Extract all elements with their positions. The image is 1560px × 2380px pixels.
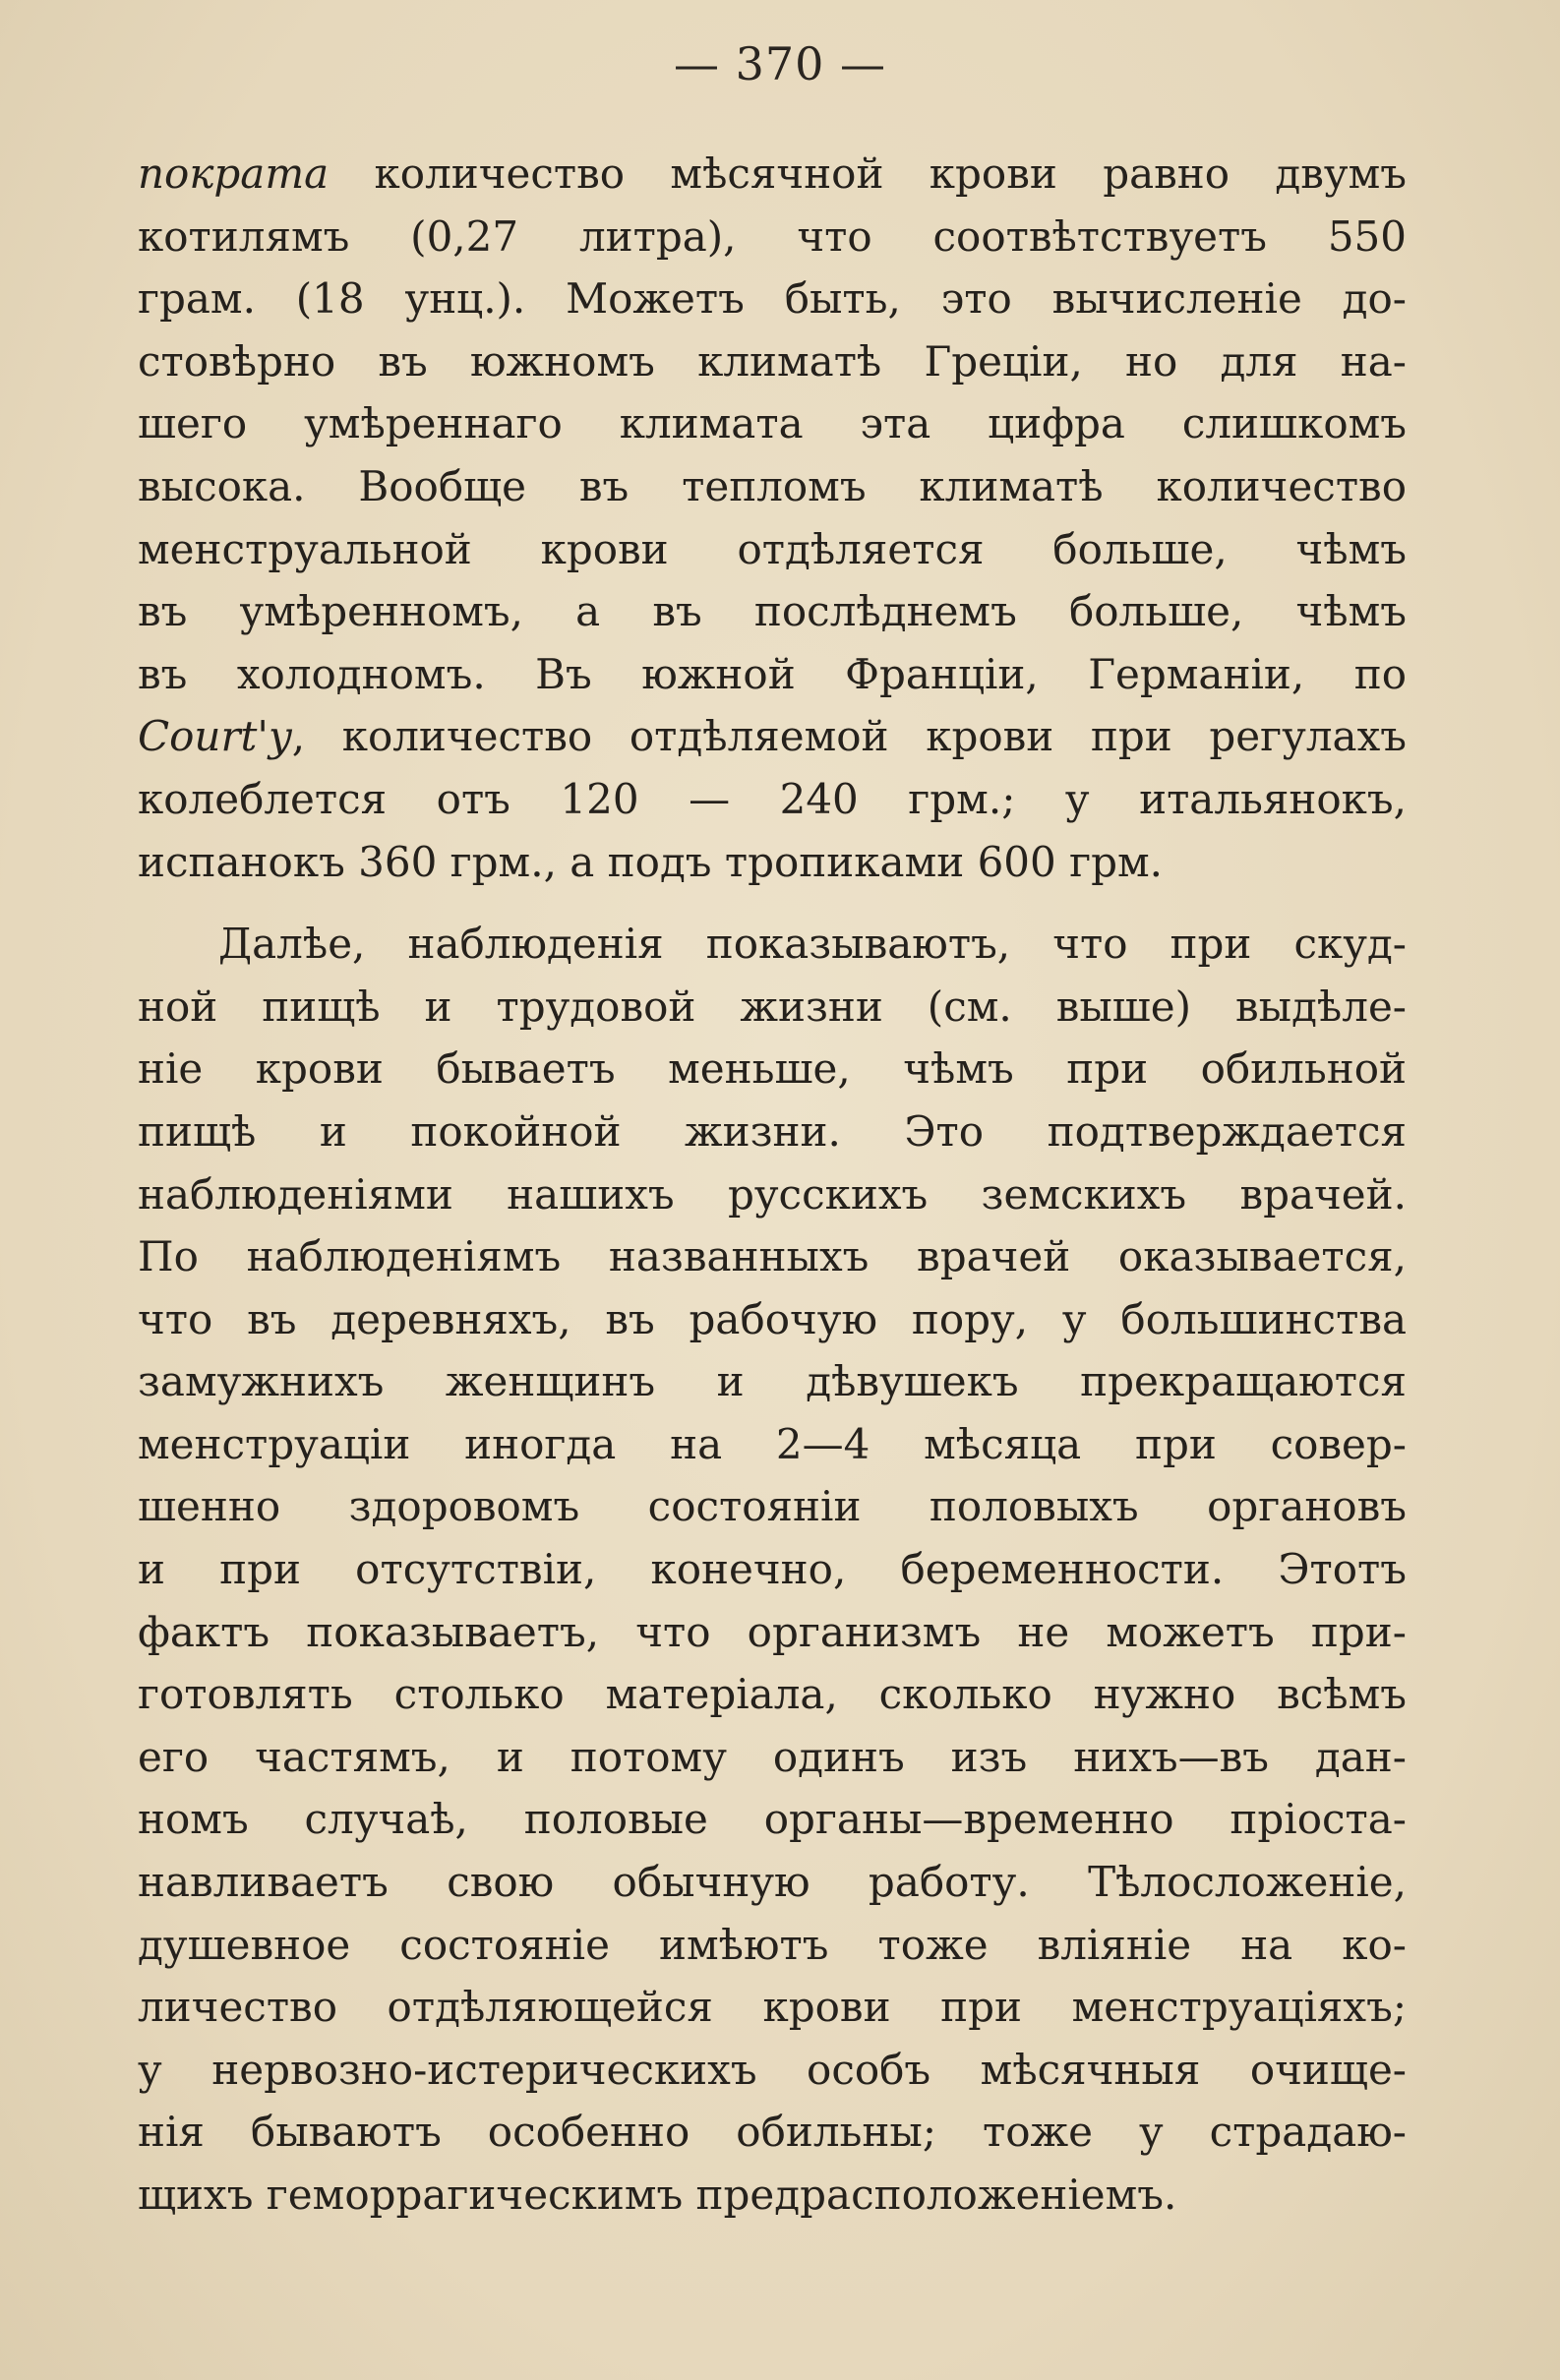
line-text: стовѣрно въ южномъ климатѣ Греціи, но для на- xyxy=(138,336,1407,386)
line-text: менструаціи иногда на 2—4 мѣсяца при совер- xyxy=(138,1419,1407,1468)
text-line xyxy=(138,206,1407,268)
line-text: шенно здоровомъ состояніи половыхъ органовъ xyxy=(138,1482,1407,1531)
text-line xyxy=(138,392,1407,455)
italic-word: пократа xyxy=(138,149,330,198)
line-text: въ умѣренномъ, а въ послѣднемъ больше, чѣмъ xyxy=(138,587,1407,636)
text-line xyxy=(138,1976,1407,2039)
text-line xyxy=(138,705,1407,768)
line-text: грам. (18 унц.). Можетъ быть, это вычисленіе до- xyxy=(138,274,1407,324)
line-text: готовлять столько матеріала, сколько нужно всѣмъ xyxy=(138,1670,1407,1719)
text-line xyxy=(138,1288,1407,1351)
body-text xyxy=(138,143,1407,2227)
text-line xyxy=(138,2101,1407,2164)
line-text: количество мѣсячной крови равно двумъ xyxy=(329,149,1407,198)
paragraph-gap xyxy=(138,893,1407,913)
text-line xyxy=(138,2164,1407,2227)
line-text: высока. Вообще въ тепломъ климатѣ количество xyxy=(138,461,1407,510)
text-line xyxy=(138,1038,1407,1101)
text-line xyxy=(138,643,1407,706)
text-line xyxy=(138,1663,1407,1726)
text-line xyxy=(138,2039,1407,2102)
text-line xyxy=(138,1538,1407,1601)
line-text: котилямъ (0,27 литра), что соотвѣтствуетъ 550 xyxy=(138,211,1407,261)
line-text: нія бываютъ особенно обильны; тоже у страдаю- xyxy=(138,2108,1407,2157)
text-line xyxy=(138,1914,1407,1977)
text-line xyxy=(138,1225,1407,1288)
text-line xyxy=(138,455,1407,518)
text-line xyxy=(138,831,1407,894)
line-text: менструальной крови отдѣляется больше, чѣмъ xyxy=(138,524,1407,573)
text-line xyxy=(138,1413,1407,1476)
line-text: замужнихъ женщинъ и дѣвушекъ прекращаются xyxy=(138,1357,1407,1406)
line-text: шего умѣреннаго климата эта цифра слишкомъ xyxy=(138,399,1407,448)
line-text: Далѣе, наблюденія показываютъ, что при скуд- xyxy=(218,920,1407,969)
line-text: фактъ показываетъ, что организмъ не можетъ при- xyxy=(138,1607,1407,1656)
text-line xyxy=(138,1851,1407,1914)
text-line xyxy=(138,268,1407,330)
paragraph-2 xyxy=(138,913,1407,2226)
line-text: щихъ геморрагическимъ предрасположеніемъ. xyxy=(138,2171,1177,2219)
text-line xyxy=(138,1788,1407,1851)
text-line xyxy=(138,976,1407,1039)
line-text: и при отсутствіи, конечно, беременности. Этотъ xyxy=(138,1545,1407,1594)
text-line xyxy=(138,1163,1407,1226)
text-line xyxy=(138,1101,1407,1163)
line-text: его частямъ, и потому одинъ изъ нихъ—въ дан- xyxy=(138,1732,1407,1781)
line-text: въ холодномъ. Въ южной Франціи, Германіи, по xyxy=(138,649,1407,698)
italic-word: Court'y xyxy=(138,712,292,761)
text-line xyxy=(138,768,1407,831)
text-line xyxy=(138,1726,1407,1789)
line-text: личество отдѣляющейся крови при менструаціяхъ; xyxy=(138,1983,1407,2032)
text-line xyxy=(138,1601,1407,1664)
line-text: навливаетъ свою обычную работу. Тѣлосложеніе, xyxy=(138,1858,1407,1907)
line-text: ной пищѣ и трудовой жизни (см. выше) выдѣле- xyxy=(138,982,1407,1031)
line-text: душевное состояніе имѣютъ тоже вліяніе на ко- xyxy=(138,1920,1407,1969)
line-text: По наблюденіямъ названныхъ врачей оказывается, xyxy=(138,1232,1407,1281)
line-text: наблюденіями нашихъ русскихъ земскихъ врачей. xyxy=(138,1169,1407,1219)
page-number: — 370 — xyxy=(673,37,887,90)
line-text: что въ деревняхъ, въ рабочую пору, у большинства xyxy=(138,1294,1407,1343)
line-text: пищѣ и покойной жизни. Это подтверждается xyxy=(138,1106,1407,1156)
line-text: ніе крови бываетъ меньше, чѣмъ при обильной xyxy=(138,1044,1407,1094)
line-text: у нервозно-истерическихъ особъ мѣсячныя очище- xyxy=(138,2045,1407,2094)
line-text: колеблется отъ 120 — 240 грм.; у итальянокъ, xyxy=(138,774,1407,823)
text-line xyxy=(138,1350,1407,1413)
line-text: номъ случаѣ, половые органы—временно пріоста- xyxy=(138,1795,1407,1844)
line-text: , количество отдѣляемой крови при регулахъ xyxy=(291,712,1407,761)
paragraph-1 xyxy=(138,143,1407,893)
text-line xyxy=(138,330,1407,393)
text-line xyxy=(138,913,1407,976)
text-line xyxy=(138,143,1407,206)
line-text: испанокъ 360 грм., а подъ тропиками 600 грм. xyxy=(138,837,1164,886)
text-line xyxy=(138,580,1407,643)
text-line xyxy=(138,518,1407,581)
text-line xyxy=(138,1475,1407,1538)
